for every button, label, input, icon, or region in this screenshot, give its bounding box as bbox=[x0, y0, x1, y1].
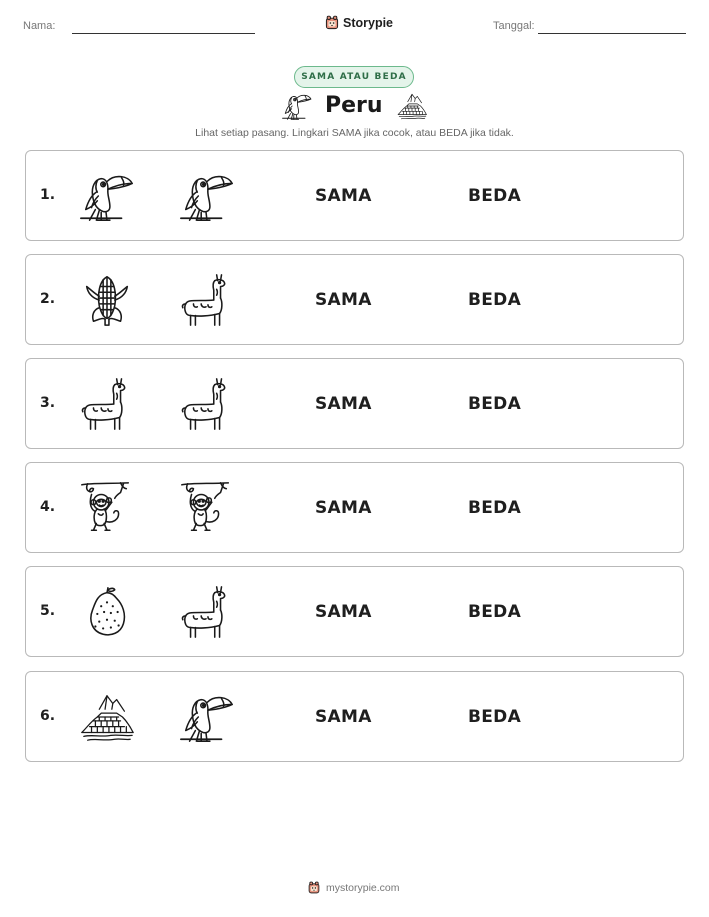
worksheet-header bbox=[0, 14, 709, 40]
toucan-icon bbox=[178, 688, 236, 746]
same-option[interactable]: SAMA bbox=[315, 394, 372, 414]
llama-icon bbox=[178, 375, 236, 433]
toucan-icon bbox=[178, 167, 236, 225]
different-option[interactable]: BEDA bbox=[468, 602, 522, 622]
llama-icon bbox=[178, 583, 236, 641]
machu-picchu-icon bbox=[78, 688, 136, 746]
question-row-2 bbox=[25, 254, 684, 345]
row-number: 2. bbox=[40, 291, 56, 307]
question-row-4 bbox=[25, 462, 684, 553]
brand-logo bbox=[324, 14, 393, 32]
monkey-icon bbox=[78, 479, 136, 537]
corn-icon bbox=[78, 271, 136, 329]
question-row-5 bbox=[25, 566, 684, 657]
same-option[interactable]: SAMA bbox=[315, 186, 372, 206]
instructions: Lihat setiap pasang. Lingkari SAMA jika cocok, atau BEDA jika tidak. bbox=[195, 127, 514, 139]
question-row-6 bbox=[25, 671, 684, 762]
row-number: 6. bbox=[40, 708, 56, 724]
lucuma-fruit-icon bbox=[78, 583, 136, 641]
footer bbox=[307, 881, 400, 895]
row-number: 3. bbox=[40, 395, 56, 411]
different-option[interactable]: BEDA bbox=[468, 707, 522, 727]
same-option[interactable]: SAMA bbox=[315, 498, 372, 518]
date-label: Tanggal: bbox=[493, 20, 535, 32]
different-option[interactable]: BEDA bbox=[468, 290, 522, 310]
row-number: 4. bbox=[40, 499, 56, 515]
llama-icon bbox=[78, 375, 136, 433]
toucan-icon bbox=[281, 90, 313, 122]
machu-picchu-icon bbox=[396, 90, 428, 122]
different-option[interactable]: BEDA bbox=[468, 394, 522, 414]
storypie-mascot-icon bbox=[307, 881, 321, 895]
storypie-mascot-icon bbox=[324, 15, 340, 31]
page-title: Peru bbox=[325, 93, 383, 118]
row-number: 5. bbox=[40, 603, 56, 619]
name-label: Nama: bbox=[23, 20, 56, 32]
name-field[interactable] bbox=[72, 33, 255, 34]
same-option[interactable]: SAMA bbox=[315, 602, 372, 622]
title-row bbox=[0, 88, 709, 124]
toucan-icon bbox=[78, 167, 136, 225]
different-option[interactable]: BEDA bbox=[468, 498, 522, 518]
date-field[interactable] bbox=[538, 33, 686, 34]
question-row-1 bbox=[25, 150, 684, 241]
monkey-icon bbox=[178, 479, 236, 537]
different-option[interactable]: BEDA bbox=[468, 186, 522, 206]
question-row-3 bbox=[25, 358, 684, 449]
footer-url[interactable]: mystorypie.com bbox=[326, 882, 400, 894]
same-option[interactable]: SAMA bbox=[315, 290, 372, 310]
brand-name: Storypie bbox=[343, 16, 394, 30]
row-number: 1. bbox=[40, 187, 56, 203]
llama-icon bbox=[178, 271, 236, 329]
same-option[interactable]: SAMA bbox=[315, 707, 372, 727]
activity-badge: SAMA ATAU BEDA bbox=[294, 66, 414, 88]
